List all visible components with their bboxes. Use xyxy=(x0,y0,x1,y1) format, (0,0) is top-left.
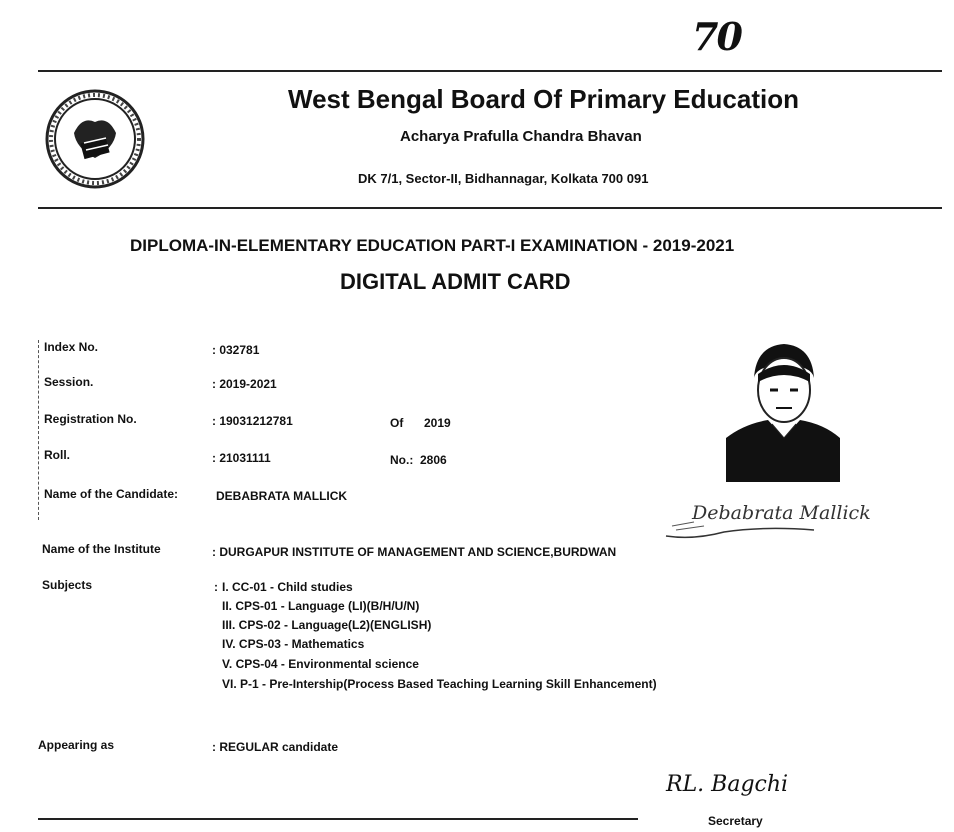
candidate-signature-text: Debabrata Mallick xyxy=(692,502,871,524)
subjects-prefix: : xyxy=(214,580,218,594)
bottom-divider xyxy=(38,818,638,820)
subject-item: III. CPS-02 - Language(L2)(ENGLISH) xyxy=(222,618,432,632)
header-divider xyxy=(38,207,942,209)
roll-label: Roll. xyxy=(44,448,70,462)
admit-card-title: DIGITAL ADMIT CARD xyxy=(340,269,571,294)
board-address: DK 7/1, Sector-II, Bidhannagar, Kolkata 700 091 xyxy=(358,171,649,186)
candidate-photo xyxy=(724,338,842,482)
secretary-label: Secretary xyxy=(708,814,763,828)
index-value: : 032781 xyxy=(212,343,260,357)
top-divider xyxy=(38,70,942,72)
handwritten-mark: 70 xyxy=(692,14,741,59)
candidate-label: Name of the Candidate: xyxy=(44,487,179,501)
institute-label: Name of the Institute xyxy=(42,542,161,556)
roll-no-value: 2806 xyxy=(420,453,447,467)
registration-label: Registration No. xyxy=(44,412,137,426)
subject-item: I. CC-01 - Child studies xyxy=(222,580,353,594)
board-building: Acharya Prafulla Chandra Bhavan xyxy=(400,128,642,145)
subjects-label: Subjects xyxy=(42,578,93,592)
subject-item: V. CPS-04 - Environmental science xyxy=(222,657,419,671)
board-name: West Bengal Board Of Primary Education xyxy=(288,84,799,114)
index-label: Index No. xyxy=(44,340,99,354)
margin-line xyxy=(38,340,39,520)
exam-title: DIPLOMA-IN-ELEMENTARY EDUCATION PART-I EXAMINATION - 2019-2021 xyxy=(130,236,735,255)
session-label: Session. xyxy=(44,375,94,389)
registration-of-value: 2019 xyxy=(424,416,451,430)
candidate-name: DEBABRATA MALLICK xyxy=(216,489,348,503)
registration-value: : 19031212781 xyxy=(212,414,293,428)
board-seal-logo xyxy=(44,88,146,190)
secretary-signature: RL. Bagchi xyxy=(666,772,789,797)
session-value: : 2019-2021 xyxy=(212,377,277,391)
appearing-value: : REGULAR candidate xyxy=(212,740,339,754)
candidate-signature xyxy=(664,496,900,546)
subject-item: VI. P-1 - Pre-Intership(Process Based Teaching Learning Skill Enhancement) xyxy=(222,677,657,691)
subject-item: IV. CPS-03 - Mathematics xyxy=(222,637,365,651)
roll-value: : 21031111 xyxy=(212,451,271,465)
roll-no-label: No.: xyxy=(390,453,414,467)
appearing-label: Appearing as xyxy=(38,738,115,752)
institute-value: : DURGAPUR INSTITUTE OF MANAGEMENT AND SCIENCE,BURDWAN xyxy=(212,545,617,559)
registration-of-label: Of xyxy=(390,416,404,430)
subject-item: II. CPS-01 - Language (LI)(B/H/U/N) xyxy=(222,599,420,613)
